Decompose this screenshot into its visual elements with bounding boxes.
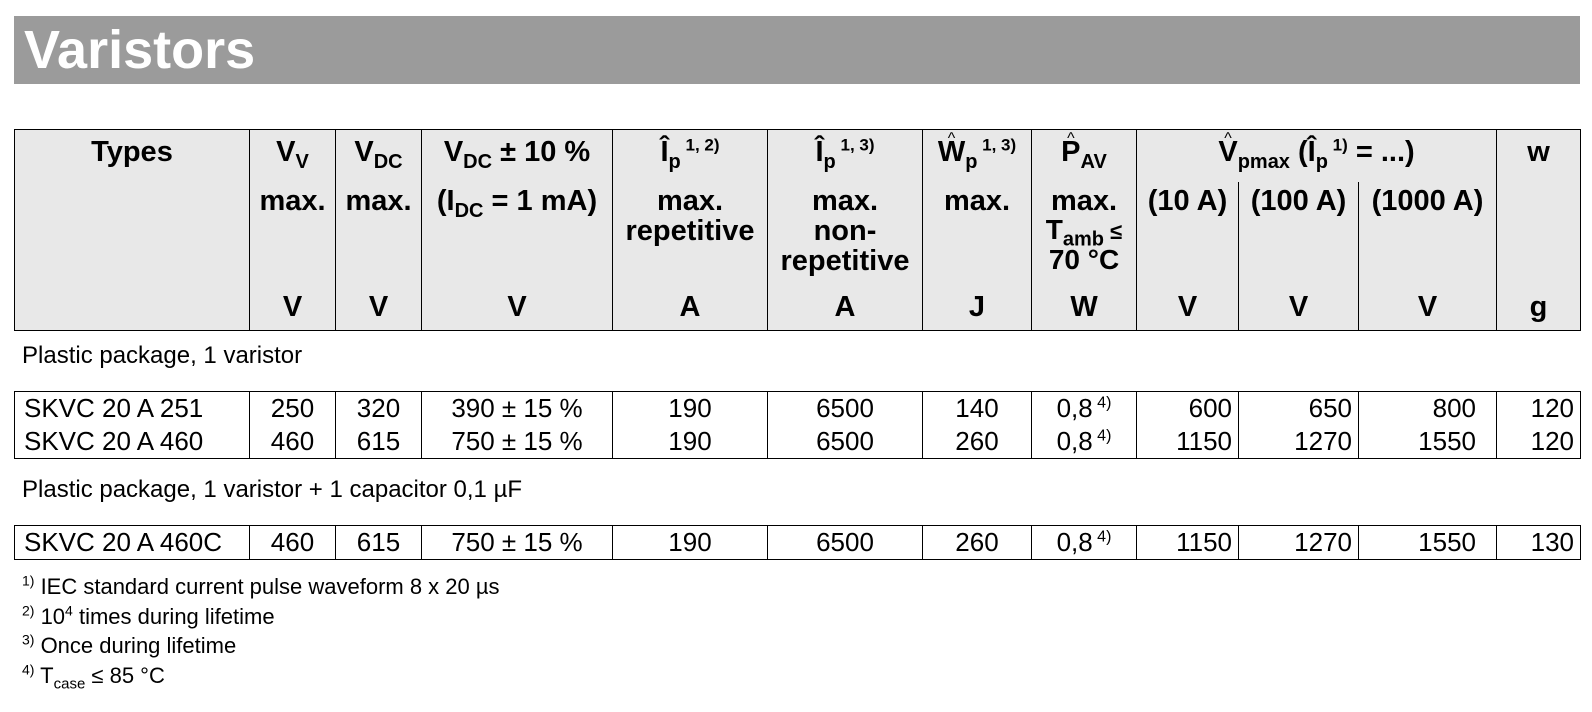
data-table-1 bbox=[14, 391, 1581, 459]
title-banner bbox=[14, 16, 1580, 84]
header-pav: ^ $P_{AV}$ bbox=[1032, 130, 1137, 182]
header-wp-max: max. bbox=[923, 182, 1032, 284]
footnote: $^{3)}$ Once during lifetime bbox=[22, 631, 237, 658]
header-vpmax: ^ $V_{pmax}$ ($Î_p$ $^{1)}$ = ...) bbox=[1137, 130, 1497, 182]
unit-w: g bbox=[1497, 284, 1581, 331]
header-vdc-max: max. bbox=[336, 182, 422, 284]
header-ip-nonrepetitive: $Î_p$ $^{1, 3)}$ bbox=[768, 130, 923, 182]
footnote: $^{2)}$ $10^4$ times during lifetime bbox=[22, 602, 275, 629]
header-vv: $V_V$ bbox=[250, 130, 336, 182]
unit-ip-rep: A bbox=[613, 284, 768, 331]
table-row: SKVC 20 A 251 250 320 390 ± 15 % 190 6500 140 0,8 $^{4)}$ 600 650 800 120 bbox=[15, 392, 1581, 426]
footnote: $^{1)}$ IEC standard current pulse waveform 8 x 20 µs bbox=[22, 572, 500, 599]
section-heading: Plastic package, 1 varistor + 1 capacitor 0,1 µF bbox=[22, 476, 523, 503]
page-title: Varistors bbox=[24, 20, 256, 80]
header-v100: (100 A) bbox=[1239, 182, 1359, 284]
header-ip-repetitive: $Î_p$ $^{1, 2)}$ bbox=[613, 130, 768, 182]
header-vdc: $V_{DC}$ bbox=[336, 130, 422, 182]
table-row: SKVC 20 A 460C 460 615 750 ± 15 % 190 6500 260 0,8 $^{4)}$ 1150 1270 1550 130 bbox=[15, 526, 1581, 560]
unit-v1000: V bbox=[1359, 284, 1497, 331]
unit-vdc: V bbox=[336, 284, 422, 331]
header-ip-nonrep-desc: max. non- repetitive bbox=[768, 182, 923, 284]
unit-vv: V bbox=[250, 284, 336, 331]
unit-v10: V bbox=[1137, 284, 1239, 331]
footnotes bbox=[22, 572, 500, 690]
footnote: $^{4)}$ $T_{case} \le 85$ °C bbox=[22, 661, 165, 692]
header-pav-desc: max. $T_{amb}$ ≤ 70 °C bbox=[1032, 182, 1137, 284]
header-vdc-tolerance: $V_{DC} \pm 10$ % bbox=[422, 130, 613, 182]
header-wp: ^ $W_p$ $^{1, 3)}$ bbox=[923, 130, 1032, 182]
unit-v100: V bbox=[1239, 284, 1359, 331]
header-v1000: (1000 A) bbox=[1359, 182, 1497, 284]
section-heading: Plastic package, 1 varistor bbox=[22, 342, 303, 369]
unit-vdc10: V bbox=[422, 284, 613, 331]
header-v10: (10 A) bbox=[1137, 182, 1239, 284]
unit-ip-nonrep: A bbox=[768, 284, 923, 331]
header-table bbox=[14, 129, 1581, 331]
unit-wp: J bbox=[923, 284, 1032, 331]
unit-pav: W bbox=[1032, 284, 1137, 331]
header-w: w bbox=[1497, 130, 1581, 182]
header-vv-max: max. bbox=[250, 182, 336, 284]
table-row: SKVC 20 A 460 460 615 750 ± 15 % 190 6500 260 0,8 $^{4)}$ 1150 1270 1550 120 bbox=[15, 425, 1581, 459]
header-types: Types bbox=[15, 130, 250, 182]
header-ip-rep-desc: max. repetitive bbox=[613, 182, 768, 284]
data-table-2 bbox=[14, 525, 1581, 560]
header-vdc-condition: ($I_{DC} = 1$ mA) bbox=[422, 182, 613, 284]
